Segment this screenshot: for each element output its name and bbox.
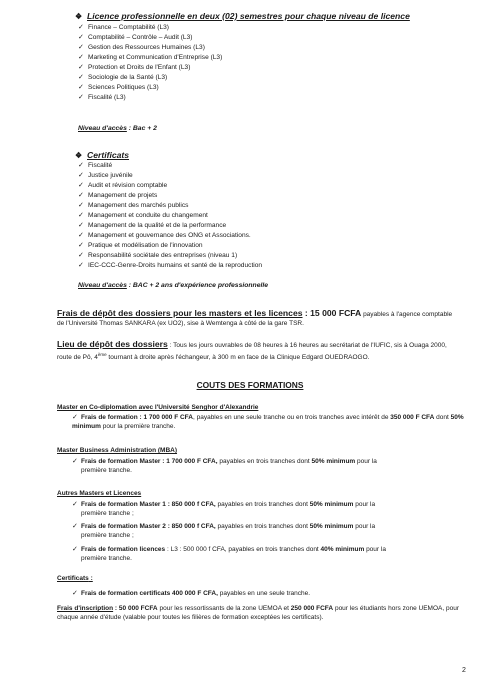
list-item: ✓ Sciences Politiques (L3)	[78, 83, 222, 93]
list-item: ✓ Protection et Droits de l'Enfant (L3)	[78, 63, 222, 73]
check-icon: ✓	[78, 212, 84, 220]
check-icon: ✓	[78, 44, 84, 52]
check-icon: ✓	[78, 192, 84, 200]
couts-title: COUTS DES FORMATIONS	[196, 380, 304, 390]
list-item: ✓ Pratique et modélisation de l'innovation	[78, 241, 262, 251]
frais-inscription-paragraph: Frais d'inscription : 50 000 FCFA pour les ressortissants de la zone UEMOA et 250 000 FCFA pour les étudiants hors zone UEMOA, pour chaque année d'étude (valable pour toutes les filières de formation exceptées les certificats).	[57, 605, 460, 622]
list-item: ✓ Management de projets	[78, 191, 262, 201]
list-item: ✓ Responsabilité sociétale des entreprises (niveau 1)	[78, 251, 262, 261]
mba-title: Master Business Administration (MBA)	[57, 447, 178, 454]
check-icon: ✓	[72, 414, 78, 421]
check-icon: ✓	[78, 34, 84, 42]
list-item: ✓ Fiscalité (L3)	[78, 93, 222, 103]
list-item: ✓ IEC-CCC-Genre-Droits humains et santé de la reproduction	[78, 261, 262, 271]
diamond-bullet-icon: ❖	[75, 151, 83, 160]
list-item: ✓ Management de la qualité et de la performance	[78, 221, 262, 231]
list-item: ✓ Justice juvénile	[78, 171, 262, 181]
certificats-niveau: Niveau d'accès : BAC + 2 ans d'expérience professionnelle	[78, 282, 269, 289]
check-icon: ✓	[78, 222, 84, 230]
check-icon: ✓	[72, 590, 78, 597]
check-icon: ✓	[78, 172, 84, 180]
certificats-title: ❖ Certificats	[75, 150, 130, 160]
licence-title: ❖ Licence professionnelle en deux (02) semestres pour chaque niveau de licence	[75, 11, 410, 21]
check-icon: ✓	[72, 523, 78, 530]
list-item: ✓ Fiscalité	[78, 161, 262, 171]
master1-fees: ✓ Frais de formation Master 1 : 850 000 f CFA, payables en trois tranches dont 50% minimum pour la première tranche ;	[72, 501, 376, 518]
check-icon: ✓	[78, 54, 84, 62]
check-icon: ✓	[78, 182, 84, 190]
mba-fees: ✓ Frais de formation Master : 1 700 000 F CFA, payables en trois tranches dont 50% minimum pour la première tranche.	[72, 458, 377, 475]
list-item: ✓ Finance – Comptabilité (L3)	[78, 23, 222, 33]
check-icon: ✓	[78, 64, 84, 72]
certificats-fees-title: Certificats :	[57, 575, 93, 582]
master-senghor-title: Master en Co-diplomation avec l'Université Senghor d'Alexandrie	[57, 404, 259, 411]
check-icon: ✓	[78, 94, 84, 102]
licences-fees: ✓ Frais de formation licences : L3 : 500 000 f CFA, payables en trois tranches dont 40% minimum pour la première tranche.	[72, 546, 386, 563]
check-icon: ✓	[78, 84, 84, 92]
frais-depot-paragraph: Frais de dépôt des dossiers pour les masters et les licences : 15 000 FCFA payables à l'agence comptable de l'Université Thomas SANKARA (ex UO2), sise à Wemtenga à côté de la gare TSR.	[57, 308, 453, 328]
check-icon: ✓	[78, 202, 84, 210]
check-icon: ✓	[72, 501, 78, 508]
check-icon: ✓	[78, 162, 84, 169]
certificats-list	[78, 161, 262, 272]
check-icon: ✓	[78, 252, 84, 260]
page-number: 2	[462, 667, 466, 674]
check-icon: ✓	[78, 242, 84, 250]
licence-list	[78, 23, 222, 103]
list-item: ✓ Management et gouvernance des ONG et Associations.	[78, 231, 262, 241]
certificats-fees: ✓ Frais de formation certificats 400 000 F CFA, payables en une seule tranche.	[72, 590, 311, 597]
check-icon: ✓	[78, 262, 84, 270]
check-icon: ✓	[72, 458, 78, 465]
check-icon: ✓	[72, 546, 78, 553]
diamond-bullet-icon: ❖	[75, 12, 83, 21]
list-item: ✓ Management des marchés publics	[78, 201, 262, 211]
lieu-depot-paragraph: Lieu de dépôt des dossiers : Tous les jours ouvrables de 08 heures à 16 heures au secrétariat de l'IUFIC, sis à Ouaga 2000, route de Pô, 4ème tournant à droite après l'échangeur, à 300 m en face de la Clinique Edgard OUEDRAOGO.	[57, 339, 447, 362]
autres-title: Autres Masters et Licences	[57, 490, 142, 497]
master2-fees: ✓ Frais de formation Master 2 : 850 000 f CFA, payables en trois tranches dont 50% minimum pour la première tranche ;	[72, 523, 376, 540]
list-item: ✓ Comptabilité – Contrôle – Audit (L3)	[78, 33, 222, 43]
licence-niveau: Niveau d'accès : Bac + 2	[78, 125, 157, 132]
list-item: ✓ Gestion des Ressources Humaines (L3)	[78, 43, 222, 53]
list-item: ✓ Sociologie de la Santé (L3)	[78, 73, 222, 83]
master-senghor-fees: ✓ Frais de formation : 1 700 000 F CFA, payables en une seule tranche ou en trois tranches avec intérêt de 350 000 F CFA dont 50% minimum pour la première tranche.	[72, 414, 464, 431]
check-icon: ✓	[78, 232, 84, 240]
check-icon: ✓	[78, 74, 84, 82]
list-item: ✓ Audit et révision comptable	[78, 181, 262, 191]
check-icon: ✓	[78, 24, 84, 31]
list-item: ✓ Marketing et Communication d'Entreprise (L3)	[78, 53, 222, 63]
list-item: ✓ Management et conduite du changement	[78, 211, 262, 221]
